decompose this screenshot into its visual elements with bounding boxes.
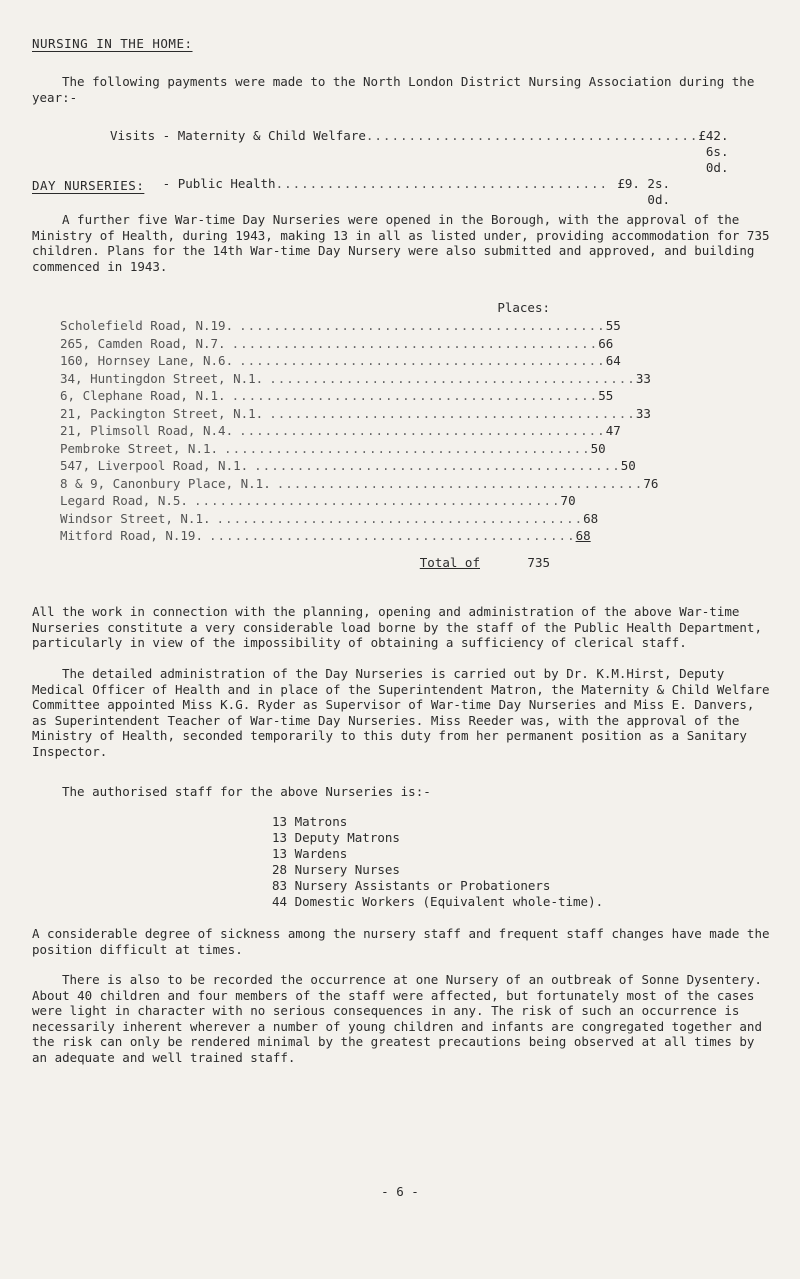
visits-list	[110, 128, 729, 208]
dysentery-paragraph: There is also to be recorded the occurrence at one Nursery of an outbreak of Sonne Dysentery. About 40 children and four members of the staff were affected, but fortunately most of the cases were light in character with no serious consequences in any. The risk of such an occurrence is necessarily inherent wherever a number of young children and infants are congregated together and the risk can only be rendered minimal by the greatest precautions being observed at all times by an adequate and well trained staff.	[32, 972, 762, 1065]
nursery-row	[60, 387, 614, 405]
nursery-address: Legard Road, N.5.	[60, 493, 188, 508]
staff-item: 28 Nursery Nurses	[272, 862, 400, 877]
nursery-row	[60, 405, 651, 423]
leader-dots: ...........................................	[239, 353, 606, 368]
staff-item: 44 Domestic Workers (Equivalent whole-time).	[272, 894, 604, 909]
nursery-row	[60, 475, 659, 493]
nursery-address: 8 & 9, Canonbury Place, N.1.	[60, 475, 271, 491]
nursery-address: Pembroke Street, N.1.	[60, 440, 219, 456]
nursery-places: 55	[598, 388, 614, 403]
total-value: 735	[527, 554, 550, 570]
nursery-places: 70	[560, 493, 576, 508]
leader-dots: ...........................................	[216, 510, 584, 526]
day-nurseries-heading: DAY NURSERIES:	[32, 178, 145, 193]
nursery-row	[60, 335, 614, 353]
admin-paragraph: The detailed administration of the Day Nurseries is carried out by Dr. K.M.Hirst, Deputy Medical Officer of Health and in place of the Superintendent Matron, the Maternity & Child Welfare Committee appointed Miss K.G. Ryder as Supervisor of War-time Day Nurseries and Miss E. Danvers, as Superintendent Teacher of War-time Day Nurseries. Miss Reeder was, with the approval of the Ministry of Health, seconded temporarily to this duty from her permanent position as a Sanitary Inspector.	[32, 666, 770, 759]
leader-dots: ...........................................	[276, 475, 644, 491]
staff-item: 13 Matrons	[272, 814, 348, 829]
nursery-address: 547, Liverpool Road, N.1.	[60, 458, 249, 473]
nursery-row	[60, 492, 576, 510]
leader-dots: ...........................................	[239, 318, 606, 333]
nursery-row	[60, 510, 599, 528]
visit-amount: £9. 2s. 0d.	[617, 176, 670, 207]
staff-intro: The authorised staff for the above Nurseries is:-	[62, 784, 431, 799]
nursery-places: 33	[635, 405, 651, 421]
leader-dots: ...........................................	[254, 458, 621, 473]
staff-item: 13 Deputy Matrons	[272, 830, 400, 845]
nursery-address: 6, Clephane Road, N.1.	[60, 388, 226, 403]
page-number: - 6 -	[381, 1184, 419, 1199]
nursery-places: 47	[605, 423, 621, 438]
nursery-places: 50	[620, 458, 636, 473]
visit-amount: £42. 6s. 0d.	[698, 128, 729, 175]
nurseries-table	[60, 300, 659, 570]
nursery-address: 21, Plimsoll Road, N.4.	[60, 423, 234, 438]
nursery-address: Mitford Road, N.19.	[60, 528, 203, 543]
total-label: Total of	[419, 554, 480, 570]
nursery-address: Windsor Street, N.1.	[60, 510, 211, 526]
visit-row	[110, 176, 670, 208]
nursery-places: 33	[635, 370, 651, 386]
leader-dots: ...........................................	[231, 335, 599, 351]
staff-list	[272, 814, 603, 910]
nursery-address: 265, Camden Road, N.7.	[60, 335, 226, 351]
nursery-address: 34, Huntingdon Street, N.1.	[60, 370, 264, 386]
leader-dots: ...........................................	[269, 405, 636, 421]
nursery-row	[60, 422, 621, 440]
nursery-row	[60, 317, 621, 335]
nursery-address: 21, Packington Street, N.1.	[60, 405, 264, 421]
nursery-row	[60, 370, 651, 388]
nursing-intro: The following payments were made to the North London District Nursing Association during the year:-	[32, 74, 755, 105]
leader-dots: ...........................................	[193, 493, 561, 508]
visit-label: - Public Health	[110, 176, 276, 191]
leader-dots: .......................................	[275, 176, 609, 191]
nursery-places: 64	[605, 353, 621, 368]
leader-dots: ...........................................	[209, 528, 576, 543]
nursery-row	[60, 457, 636, 475]
sickness-paragraph: A considerable degree of sickness among the nursery staff and frequent staff changes have made the position difficult at times.	[32, 926, 770, 957]
nursery-row	[60, 352, 621, 370]
staff-item: 83 Nursery Assistants or Probationers	[272, 878, 551, 893]
total-row	[60, 555, 550, 570]
nursery-address: 160, Hornsey Lane, N.6.	[60, 353, 234, 368]
leader-dots: ...........................................	[231, 388, 599, 403]
nursery-address: Scholefield Road, N.19.	[60, 318, 234, 333]
staff-item: 13 Wardens	[272, 846, 348, 861]
leader-dots: .......................................	[365, 128, 699, 143]
nursery-places: 76	[643, 475, 659, 491]
nursery-row	[60, 440, 606, 458]
leader-dots: ...........................................	[239, 423, 606, 438]
nursery-places: 50	[590, 440, 606, 456]
visit-row	[110, 128, 729, 176]
leader-dots: ...........................................	[224, 440, 591, 456]
visit-label: Visits - Maternity & Child Welfare	[110, 128, 366, 143]
places-header: Places:	[497, 300, 550, 315]
nursing-heading: NURSING IN THE HOME:	[32, 36, 193, 51]
day-nurseries-intro: A further five War-time Day Nurseries were opened in the Borough, with the approval of the Ministry of Health, during 1943, making 13 in all as listed under, providing accommodation for 735 children. Plans for the 14th War-time Day Nursery were also submitted and approved, and building commenced in 1943.	[32, 212, 770, 274]
nursery-places: 55	[605, 318, 621, 333]
nursery-places: 68	[583, 510, 599, 526]
nursery-row	[60, 527, 591, 545]
work-paragraph: All the work in connection with the planning, opening and administration of the above War-time Nurseries constitute a very considerable load borne by the staff of the Public Health Department, particularly in view of the impossibility of obtaining a sufficiency of clerical staff.	[32, 604, 762, 650]
leader-dots: ...........................................	[269, 370, 636, 386]
nursery-places: 68	[575, 528, 591, 543]
nursery-places: 66	[598, 335, 614, 351]
